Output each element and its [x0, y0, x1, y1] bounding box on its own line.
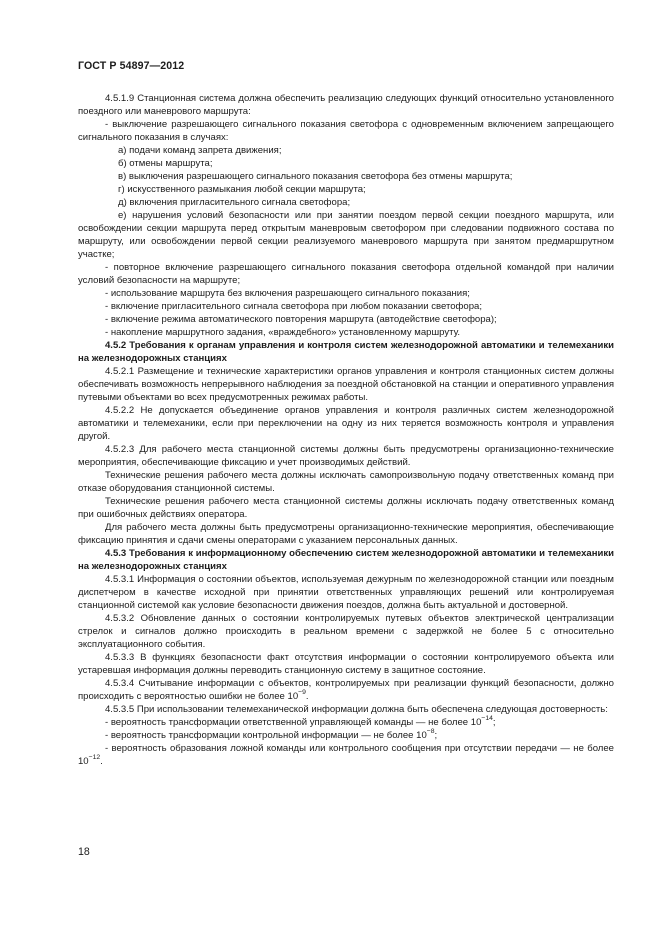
- paragraph-text: е) нарушения условий безопасности или при занятии поездом первой секции поездного маршрута, или освобождении секции маршрута перед открытым маневровым светофором при следовании подвижного состава по маршруту, или освобождении первой секции реализуемого маневрового маршрута при занятом предмаршрутном участке;: [78, 210, 614, 260]
- paragraph-tail: ;: [492, 717, 496, 728]
- list-item: [78, 157, 614, 170]
- paragraph-text: Для рабочего места должны быть предусмотрены организационно-технические мероприятия, обеспечивающие фиксацию принятия и сдачи смены операторами с указанием персональных данных.: [78, 522, 614, 546]
- paragraph-text: 4.5.3 Требования к информационному обеспечению систем железнодорожной автоматики и телемеханики на железнодорожных станциях: [78, 548, 614, 572]
- dash-item: [78, 326, 614, 339]
- paragraph-text: - вероятность образования ложной команды или контрольного сообщения при отсутствии передачи — не более 10: [78, 743, 614, 767]
- paragraph-text: 4.5.2.1 Размещение и технические характеристики органов управления и контроля станционных систем должны обеспечивать возможность непрерывного наблюдения за поездной обстановкой на станции и оперативного управления путевыми объектами во всех предусмотренных режимах работы.: [78, 366, 614, 403]
- paragraph-text: 4.5.2 Требования к органам управления и контроля систем железнодорожной автоматики и телемеханики на железнодорожных станциях: [78, 340, 614, 364]
- dash-item: [78, 729, 614, 742]
- page-number: 18: [78, 846, 90, 858]
- list-item: [78, 144, 614, 157]
- paragraph: [78, 521, 614, 547]
- paragraph: [78, 651, 614, 677]
- paragraph: [78, 573, 614, 612]
- paragraph-text: 4.5.2.2 Не допускается объединение органов управления и контроля различных систем железнодорожной автоматики и телемеханики, если при переключении на одну из них теряется возможность контроля и управления другой.: [78, 405, 614, 442]
- paragraph-tail: .: [305, 691, 309, 702]
- paragraph-text: д) включения пригласительного сигнала светофора;: [118, 197, 351, 208]
- list-item: [78, 209, 614, 261]
- paragraph-tail: ;: [434, 730, 438, 741]
- paragraph-text: - выключение разрешающего сигнального показания светофора с одновременным включением запрещающего сигнального показания в случаях:: [78, 119, 614, 143]
- paragraph-text: - повторное включение разрешающего сигнального показания светофора отдельной командой при наличии условий безопасности на маршруте;: [78, 262, 614, 286]
- paragraph-text: - вероятность трансформации ответственной управляющей команды — не более 10: [105, 717, 482, 728]
- paragraph: [78, 404, 614, 443]
- paragraph: [78, 443, 614, 469]
- paragraph-text: 4.5.1.9 Станционная система должна обеспечить реализацию следующих функций относительно установленного поездного или маневрового маршрута:: [78, 93, 614, 117]
- dash-item: [78, 300, 614, 313]
- paragraph: [78, 365, 614, 404]
- paragraph-text: 4.5.3.5 При использовании телемеханической информации должна быть обеспечена следующая достоверность:: [105, 704, 608, 715]
- paragraph-text: 4.5.3.3 В функциях безопасности факт отсутствия информации о состоянии контролируемого объекта или устаревшая информация должны переводить станционную систему в защитное состояние.: [78, 652, 614, 676]
- paragraph-text: - включение режима автоматического повторения маршрута (автодействие светофора);: [105, 314, 497, 325]
- dash-item: [78, 716, 614, 729]
- exponent: −9: [298, 688, 306, 696]
- paragraph: [78, 677, 614, 703]
- document-header: ГОСТ Р 54897—2012: [78, 60, 185, 72]
- paragraph-text: 4.5.3.1 Информация о состоянии объектов, используемая дежурным по железнодорожной станции или поездным диспетчером в качестве исходной при принятии ответственных управляющих решений или контролируемая станционной системой как условие безопасности движения поездов, должна быть актуальной и достоверной.: [78, 574, 614, 611]
- exponent: −8: [426, 727, 435, 735]
- section-heading: [78, 339, 614, 365]
- paragraph-text: б) отмены маршрута;: [118, 158, 213, 169]
- paragraph-text: - включение пригласительного сигнала светофора при любом показании светофора;: [105, 301, 482, 312]
- exponent: −14: [481, 714, 493, 722]
- dash-item: [78, 313, 614, 326]
- paragraph-text: г) искусственного размыкания любой секции маршрута;: [118, 184, 366, 195]
- paragraph-text: - использование маршрута без включения разрешающего сигнального показания;: [105, 288, 470, 299]
- dash-item: [78, 118, 614, 144]
- exponent: −12: [88, 753, 101, 761]
- paragraph-text: 4.5.3.2 Обновление данных о состоянии контролируемых путевых объектов электрической централизации стрелок и сигналов должно происходить в реальном времени с задержкой не более 5 с относительно эксплуатационного события.: [78, 613, 614, 650]
- paragraph-text: - накопление маршрутного задания, «враждебного» установленному маршруту.: [105, 327, 461, 338]
- paragraph: [78, 495, 614, 521]
- list-item: [78, 196, 614, 209]
- paragraph: [78, 612, 614, 651]
- paragraph-text: а) подачи команд запрета движения;: [118, 145, 282, 156]
- paragraph: [78, 92, 614, 118]
- paragraph-text: Технические решения рабочего места станционной системы должны исключать подачу ответственных команд при ошибочных действиях оператора.: [78, 496, 614, 520]
- paragraph: [78, 469, 614, 495]
- list-item: [78, 170, 614, 183]
- dash-item: [78, 742, 614, 768]
- document-body: [78, 92, 614, 768]
- paragraph-tail: .: [100, 756, 103, 767]
- list-item: [78, 183, 614, 196]
- paragraph-text: в) выключения разрешающего сигнального показания светофора без отмены маршрута;: [118, 171, 513, 182]
- paragraph-text: 4.5.2.3 Для рабочего места станционной системы должны быть предусмотрены организационно-технические мероприятия, обеспечивающие фиксацию и учет производимых действий.: [78, 444, 614, 468]
- paragraph-text: 4.5.3.4 Считывание информации с объектов, контролируемых при реализации функций безопасности, должно происходить с вероятностью ошибки не более 10: [78, 678, 614, 702]
- section-heading: [78, 547, 614, 573]
- dash-item: [78, 261, 614, 287]
- dash-item: [78, 287, 614, 300]
- paragraph: [78, 703, 614, 716]
- paragraph-text: Технические решения рабочего места должны исключать самопроизвольную подачу ответственных команд при отказе оборудования станционной системы.: [78, 470, 614, 494]
- paragraph-text: - вероятность трансформации контрольной информации — не более 10: [105, 730, 427, 741]
